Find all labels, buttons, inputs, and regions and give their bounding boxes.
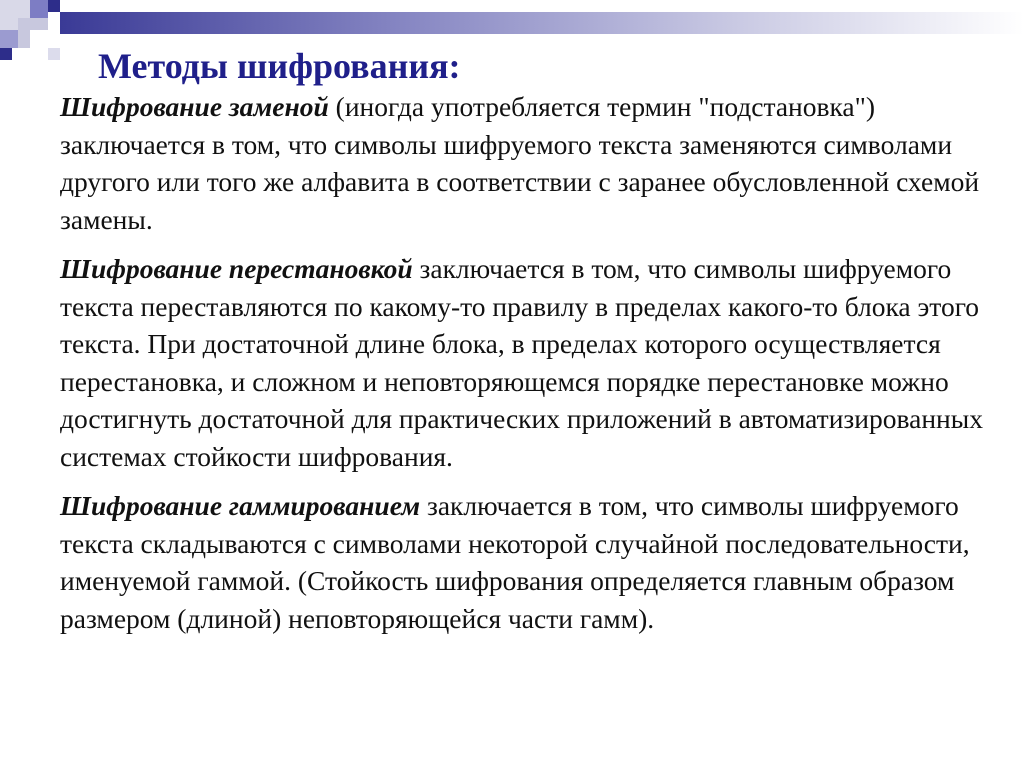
term-substitution: Шифрование заменой (60, 91, 329, 122)
decor-square (30, 30, 48, 48)
decor-square (0, 48, 12, 60)
paragraph-gamma (60, 487, 1010, 637)
decor-square (0, 30, 18, 48)
decor-square (48, 48, 60, 60)
header-gradient-bar (60, 12, 1024, 34)
paragraph-text: заключается в том, что символы шифруемого текста переставляются по какому-то правилу в пределах какого-то блока этого текста. При достаточной длине блока, в пределах которого осуществляется перестановка, и сложном и неповторяющемся порядке перестановке можно достигнуть достаточной для практических приложений в автоматизированных системах стойкости шифрования. (60, 253, 983, 472)
paragraph-text: (иногда употребляется термин "подстановка") заключается в том, что символы шифруемого текста заменяются символами другого или того же алфавита в соответствии с заранее обусловленной схемой замены. (60, 91, 980, 235)
term-transposition: Шифрование перестановкой (60, 253, 413, 284)
slide-title: Методы шифрования: (98, 46, 461, 86)
decor-square (30, 0, 48, 18)
decor-square (48, 0, 60, 12)
paragraph-substitution (60, 88, 1010, 238)
paragraph-text: заключается в том, что символы шифруемого текста складываются с символами некоторой случайной последовательности, именуемой гаммой. (Стойкость шифрования определяется главным образом размером (длиной) неповторяющейся части гамм). (60, 490, 970, 634)
term-gamma: Шифрование гаммированием (60, 490, 421, 521)
slide-body (60, 88, 1010, 649)
paragraph-transposition (60, 250, 1010, 475)
